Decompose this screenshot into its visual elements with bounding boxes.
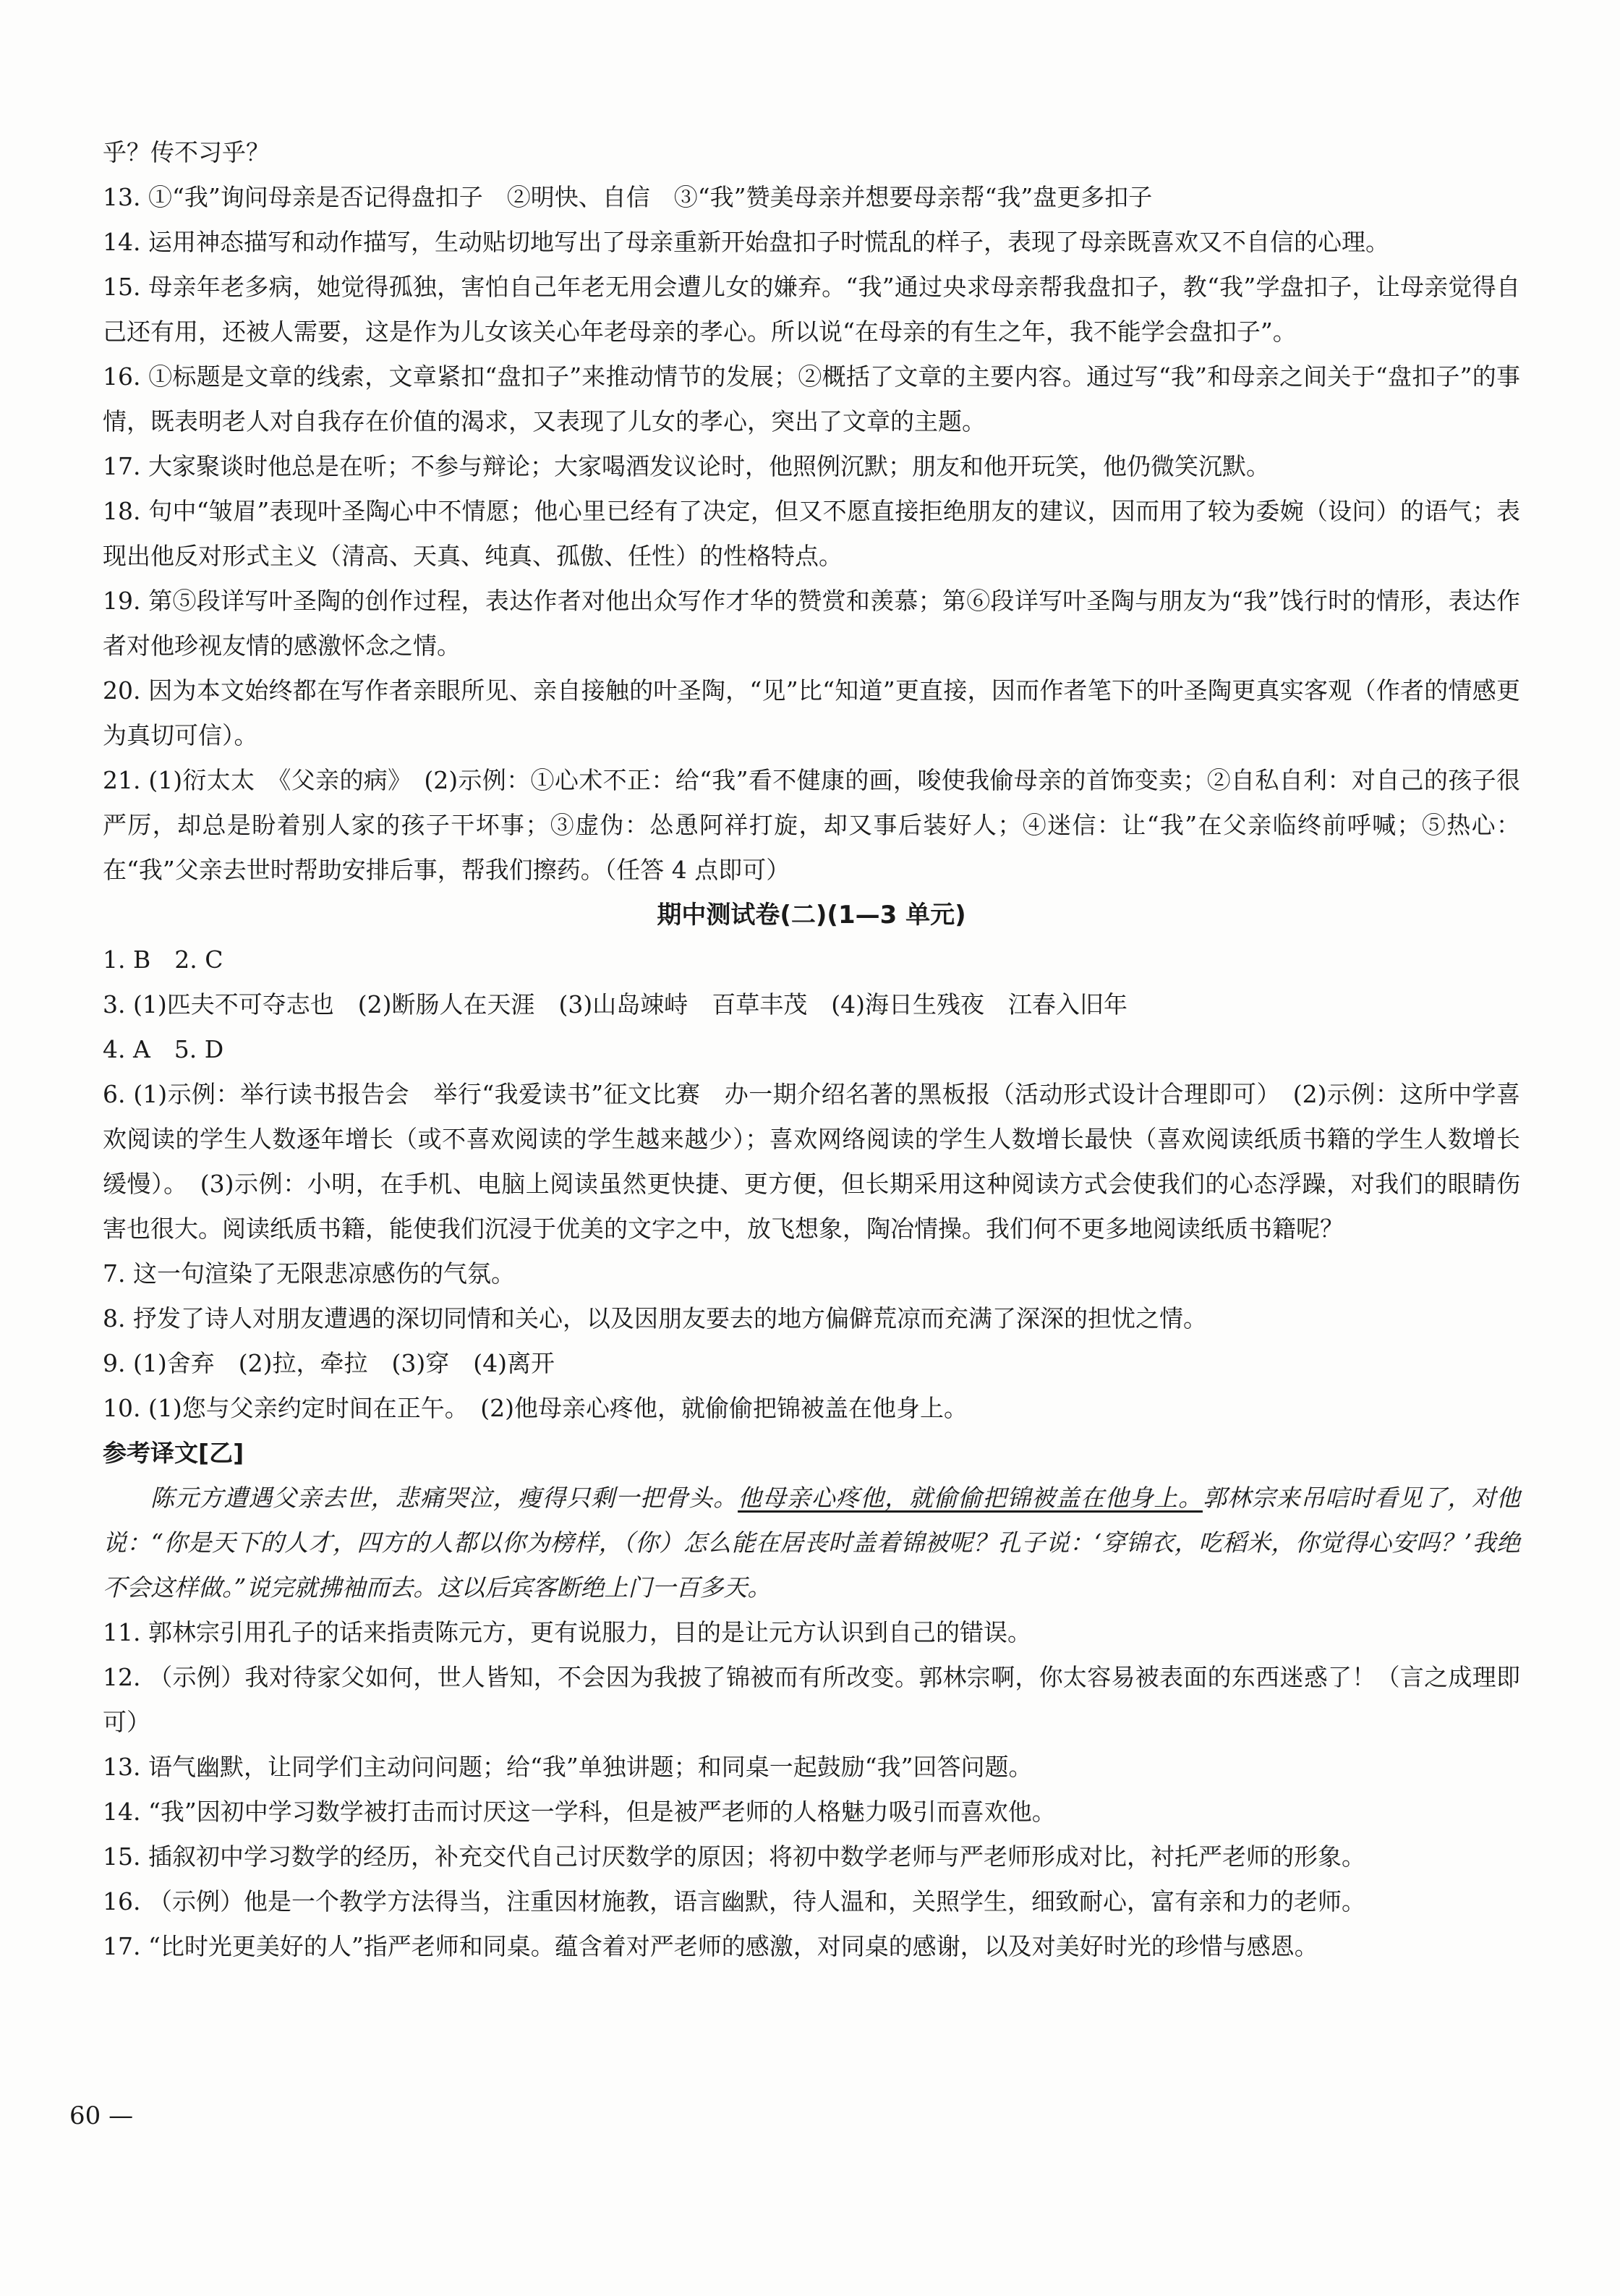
- answer-21: 21. (1)衍太太 《父亲的病》 (2)示例：①心术不正：给“我”看不健康的画，唆使我偷母亲的首饰变卖；②自私自利：对自己的孩子很严厉，却总是盼着别人家的孩子干坏事；③虚伪：怂恿阿祥打旋，却又事后装好人；④迷信：让“我”在父亲临终前呼喊；⑤热心：在“我”父亲去世时帮助安排后事，帮我们擦药。（任答 4 点即可）: [103, 766, 1520, 884]
- answer-19: 19. 第⑤段详写叶圣陶的创作过程，表达作者对他出众写作才华的赞赏和羡慕；第⑥段详写叶圣陶与朋友为“我”饯行时的情形，表达作者对他珍视友情的感激怀念之情。: [103, 587, 1520, 660]
- answer-10: 10. (1)您与父亲约定时间在正午。 (2)他母亲心疼他，就偷偷把锦被盖在他身上。: [103, 1394, 968, 1422]
- answer-17: 17. 大家聚谈时他总是在听；不参与辩论；大家喝酒发议论时，他照例沉默；朋友和他开玩笑，他仍微笑沉默。: [103, 452, 1270, 480]
- answer-13b: 13. 语气幽默，让同学们主动问问题；给“我”单独讲题；和同桌一起鼓励“我”回答问题。: [103, 1753, 1033, 1781]
- section-title: 期中测试卷(二)(1—3 单元): [657, 901, 966, 930]
- answer-9: 9. (1)舍弃 (2)拉，牵拉 (3)穿 (4)离开: [103, 1349, 555, 1377]
- page-number: 60 —: [69, 2101, 134, 2130]
- answer-14b: 14. “我”因初中学习数学被打击而讨厌这一学科，但是被严老师的人格魅力吸引而喜欢他。: [103, 1798, 1056, 1826]
- answer-11: 11. 郭林宗引用孔子的话来指责陈元方，更有说服力，目的是让元方认识到自己的错误。: [103, 1618, 1031, 1646]
- answer-1-2: 1. B 2. C: [103, 945, 223, 974]
- answer-6: 6. (1)示例：举行读书报告会 举行“我爱读书”征文比赛 办一期介绍名著的黑板报（活动形式设计合理即可） (2)示例：这所中学喜欢阅读的学生人数逐年增长（或不喜欢阅读的学生越来越少）；喜欢网络阅读的学生人数增长最快（喜欢阅读纸质书籍的学生人数增长缓慢）。 (3)示例：小明，在手机、电脑上阅读虽然更快捷、更方便，但长期采用这种阅读方式会使我们的心态浮躁，对我们的眼睛伤害也很大。阅读纸质书籍，能使我们沉浸于优美的文字之中，放飞想象，陶冶情操。我们何不更多地阅读纸质书籍呢？: [103, 1080, 1520, 1243]
- answer-12: 12. （示例）我对待家父如何，世人皆知，不会因为我披了锦被而有所改变。郭林宗啊，你太容易被表面的东西迷惑了！（言之成理即可）: [103, 1663, 1520, 1736]
- translation-label: 参考译文[乙]: [103, 1439, 244, 1467]
- answer-16: 16. ①标题是文章的线索，文章紧扣“盘扣子”来推动情节的发展；②概括了文章的主要内容。通过写“我”和母亲之间关于“盘扣子”的事情，既表明老人对自我存在价值的渴求，又表现了儿女的孝心，突出了文章的主题。: [103, 362, 1520, 435]
- answer-7: 7. 这一句渲染了无限悲凉感伤的气氛。: [103, 1259, 515, 1288]
- translation-after: 郭林宗来吊唁时看见了，对他说：“你是天下的人才，四方的人都以你为榜样，（你）怎么能在居丧时盖着锦被呢？孔子说：‘穿锦衣，吃稻米，你觉得心安吗？’我绝不会这样做。”说完就拂袖而去。这以后宾客断绝上门一百多天。: [103, 1484, 1521, 1602]
- answer-key-content: [103, 130, 1520, 1969]
- answer-15b: 15. 插叙初中学习数学的经历，补充交代自己讨厌数学的原因；将初中数学老师与严老师形成对比，衬托严老师的形象。: [103, 1842, 1365, 1871]
- translation-before: 陈元方遭遇父亲去世，悲痛哭泣，瘦得只剩一把骨头。: [150, 1484, 738, 1512]
- answer-line: 乎？传不习乎？: [103, 138, 270, 166]
- translation-underlined: 他母亲心疼他，就偷偷把锦被盖在他身上。: [738, 1484, 1203, 1512]
- answer-17b: 17. “比时光更美好的人”指严老师和同桌。蕴含着对严老师的感激，对同桌的感谢，以及对美好时光的珍惜与感恩。: [103, 1932, 1318, 1960]
- translation-paragraph: [103, 1476, 1520, 1610]
- answer-14: 14. 运用神态描写和动作描写，生动贴切地写出了母亲重新开始盘扣子时慌乱的样子，表现了母亲既喜欢又不自信的心理。: [103, 228, 1389, 256]
- answer-20: 20. 因为本文始终都在写作者亲眼所见、亲自接触的叶圣陶，“见”比“知道”更直接，因而作者笔下的叶圣陶更真实客观（作者的情感更为真切可信）。: [103, 676, 1520, 749]
- answer-16b: 16. （示例）他是一个教学方法得当，注重因材施教，语言幽默，待人温和，关照学生，细致耐心，富有亲和力的老师。: [103, 1887, 1365, 1916]
- answer-8: 8. 抒发了诗人对朋友遭遇的深切同情和关心，以及因朋友要去的地方偏僻荒凉而充满了深深的担忧之情。: [103, 1304, 1207, 1332]
- answer-13: 13. ①“我”询问母亲是否记得盘扣子 ②明快、自信 ③“我”赞美母亲并想要母亲帮“我”盘更多扣子: [103, 183, 1153, 211]
- answer-3: 3. (1)匹夫不可夺志也 (2)断肠人在天涯 (3)山岛竦峙 百草丰茂 (4)海日生残夜 江春入旧年: [103, 990, 1127, 1019]
- answer-4-5: 4. A 5. D: [103, 1035, 224, 1063]
- answer-15: 15. 母亲年老多病，她觉得孤独，害怕自己年老无用会遭儿女的嫌弃。“我”通过央求母亲帮我盘扣子，教“我”学盘扣子，让母亲觉得自己还有用，还被人需要，这是作为儿女该关心年老母亲的孝心。所以说“在母亲的有生之年，我不能学会盘扣子”。: [103, 273, 1520, 346]
- answer-18: 18. 句中“皱眉”表现叶圣陶心中不情愿；他心里已经有了决定，但又不愿直接拒绝朋友的建议，因而用了较为委婉（设问）的语气；表现出他反对形式主义（清高、天真、纯真、孤傲、任性）的性格特点。: [103, 497, 1520, 570]
